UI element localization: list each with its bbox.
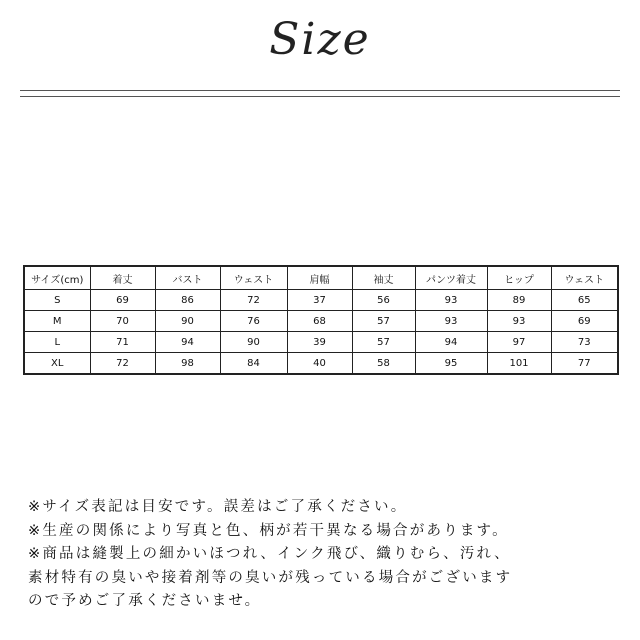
note-line: ので予めご了承くださいませ。: [28, 593, 262, 609]
header-length: 着丈: [90, 266, 155, 290]
table-row: [24, 353, 618, 375]
table-cell: 93: [415, 290, 487, 311]
table-cell: 71: [90, 332, 155, 353]
table-cell: 65: [551, 290, 618, 311]
note-line: ※生産の関係により写真と色、柄が若干異なる場合があります。: [28, 522, 509, 539]
table-row: [24, 332, 618, 353]
table-cell: 93: [415, 311, 487, 332]
header-waist: ウェスト: [220, 266, 287, 290]
table-cell: 98: [155, 353, 220, 375]
header-pants-waist: ウェスト: [551, 266, 618, 290]
table-cell: 56: [352, 290, 415, 311]
table-cell: 94: [415, 332, 487, 353]
page-title: Size: [269, 14, 371, 65]
table-cell: 40: [287, 353, 352, 375]
table-cell: 95: [415, 353, 487, 375]
table-cell: 89: [487, 290, 551, 311]
table-cell: 39: [287, 332, 352, 353]
table-cell: 97: [487, 332, 551, 353]
header-size: サイズ(cm): [24, 266, 90, 290]
size-table: [23, 265, 619, 375]
table-cell: 77: [551, 353, 618, 375]
table-cell: 76: [220, 311, 287, 332]
table-cell: 86: [155, 290, 220, 311]
table-cell: 68: [287, 311, 352, 332]
table-cell: 57: [352, 332, 415, 353]
note-line: ※サイズ表記は目安です。誤差はご了承ください。: [28, 499, 408, 515]
table-cell: 69: [551, 311, 618, 332]
table-cell: 94: [155, 332, 220, 353]
table-cell: L: [24, 332, 90, 353]
table-header-row: [24, 266, 618, 290]
notes-block: [28, 496, 628, 614]
divider-line: [20, 90, 620, 91]
table-cell: 72: [220, 290, 287, 311]
table-cell: 37: [287, 290, 352, 311]
table-cell: 57: [352, 311, 415, 332]
header-hip: ヒップ: [487, 266, 551, 290]
table-cell: 93: [487, 311, 551, 332]
table-cell: M: [24, 311, 90, 332]
header-pants-length: パンツ着丈: [415, 266, 487, 290]
table-cell: XL: [24, 353, 90, 375]
table-cell: 84: [220, 353, 287, 375]
table-row: [24, 311, 618, 332]
header-sleeve: 袖丈: [352, 266, 415, 290]
divider-line: [20, 96, 620, 97]
table-cell: 101: [487, 353, 551, 375]
table-cell: S: [24, 290, 90, 311]
note-line: ※商品は縫製上の細かいほつれ、インク飛び、織りむら、汚れ、: [28, 546, 511, 562]
table-cell: 90: [155, 311, 220, 332]
table-cell: 90: [220, 332, 287, 353]
table-cell: 70: [90, 311, 155, 332]
table-cell: 73: [551, 332, 618, 353]
table-cell: 72: [90, 353, 155, 375]
header-shoulder: 肩幅: [287, 266, 352, 290]
table-cell: 69: [90, 290, 155, 311]
header-bust: バスト: [155, 266, 220, 290]
table-row: [24, 290, 618, 311]
table-cell: 58: [352, 353, 415, 375]
note-line: 素材特有の臭いや接着剤等の臭いが残っている場合がございます: [28, 569, 513, 586]
